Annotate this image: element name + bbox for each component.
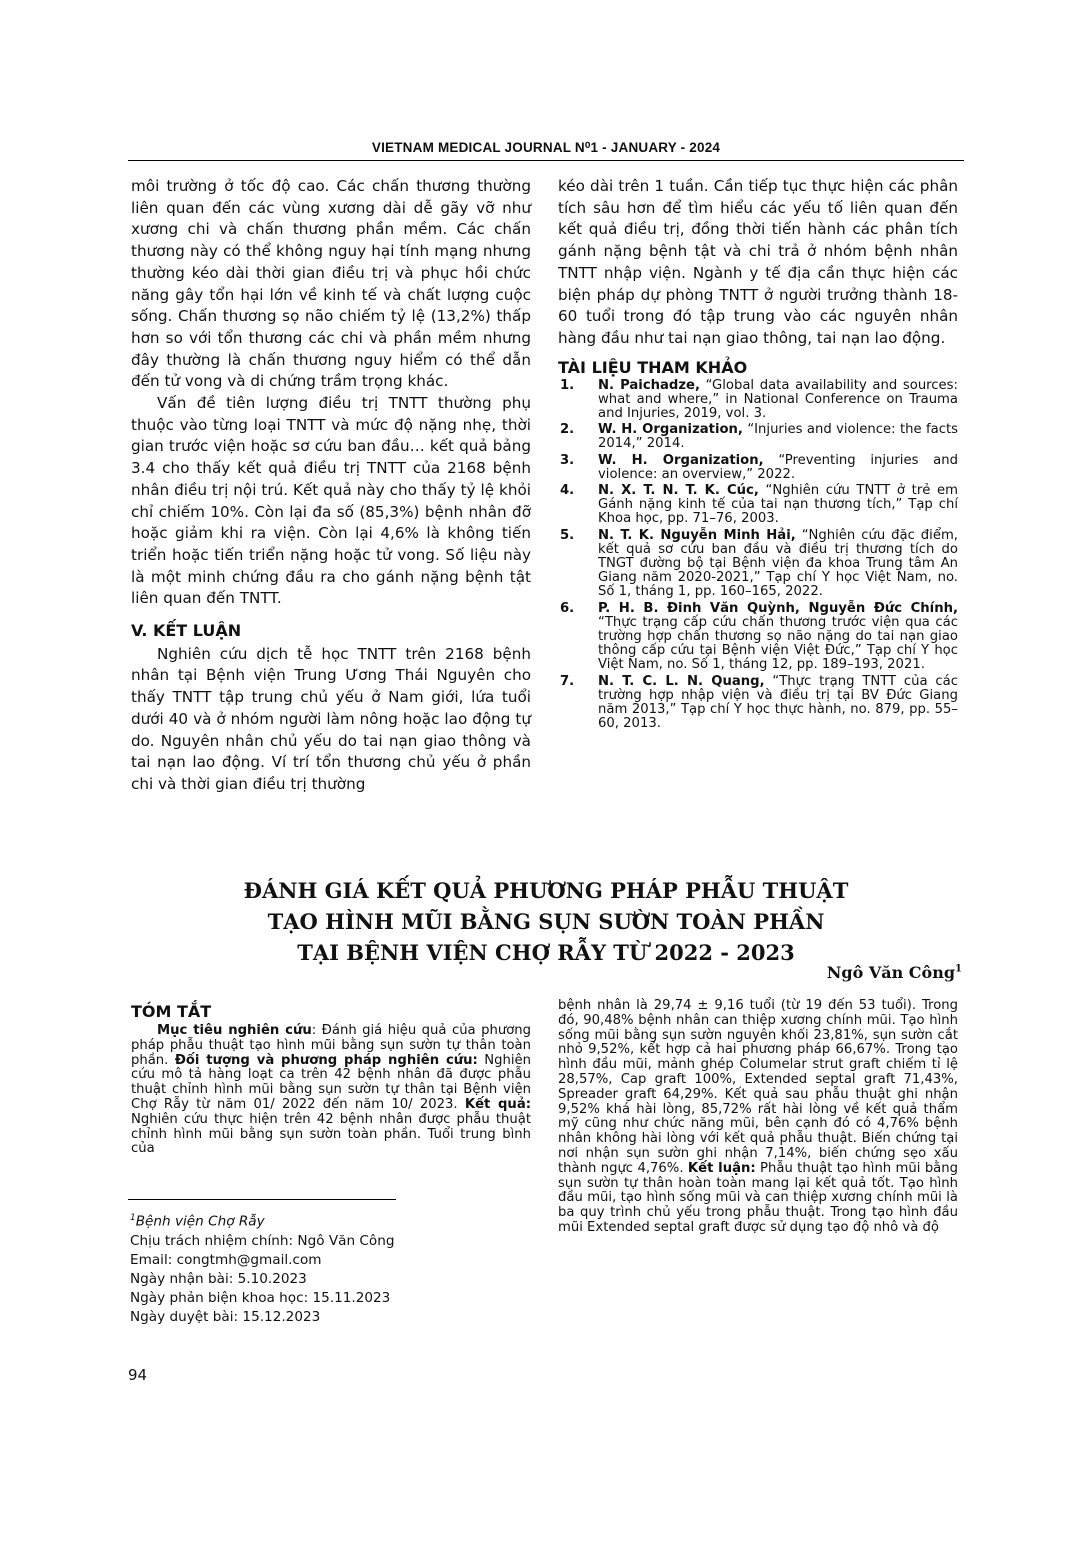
left-column bbox=[131, 176, 531, 796]
reference-item bbox=[558, 423, 958, 451]
reference-authors: W. H. Organization, bbox=[598, 422, 743, 438]
text-conclusion: Phẫu thuật tạo hình mũi bằng sụn sườn tự thân hoàn toàn mang lại kết quả tốt. Tạo hình đầu mũi, tạo hình sống mũi và can thiệp xương chính mũi là ba quy trình chủ yếu trong phẫu thuật. Trong tạo hình đầu mũi Extended septal graft được sử dụng tạo độ nhô và độ bbox=[558, 1160, 958, 1235]
reference-item bbox=[558, 675, 958, 732]
reference-item bbox=[558, 454, 958, 482]
label-methods: Đối tượng và phương pháp nghiên cứu: bbox=[174, 1052, 478, 1068]
reference-item bbox=[558, 484, 958, 527]
reference-number: 5. bbox=[560, 527, 575, 543]
review-date: Ngày phản biện khoa học: 15.11.2023 bbox=[130, 1289, 391, 1306]
reference-authors: W. H. Organization, bbox=[598, 452, 764, 468]
abstract-left bbox=[131, 1002, 531, 1157]
affiliation-mark: 1 bbox=[130, 1213, 136, 1223]
paragraph: Vấn đề tiên lượng điều trị TNTT thường phụ thuộc vào từng loại TNTT và mức độ nặng nhẹ, thời gian trước viện hoặc sơ cứu ban đầu… kết quả bảng 3.4 cho thấy kết quả điều trị TNTT của 2168 bệnh nhân điều trị nội trú. Kết quả này cho thấy tỷ lệ khỏi chỉ chiếm 10%. Còn lại đa số (85,3%) bệnh nhân đỡ hoặc giảm khi ra viện. Còn lại 4,6% là không tiến triển hoặc tiến triển nặng hoặc tử vong. Số liệu này là một minh chứng đầu ra cho gánh nặng bệnh tật liên quan đến TNTT. bbox=[131, 394, 531, 608]
text-results-continued: bệnh nhân là 29,74 ± 9,16 tuổi (từ 19 đến 53 tuổi). Trong đó, 90,48% bệnh nhân can thiệp xương chính mũi. Tạo hình sống mũi bằng sụn sườn nguyên khối 23,81%, sụn sườn cắt nhỏ 9,52%, kết hợp cả hai phương pháp 66,67%. Trong tạo hình đầu mũi, mảnh ghép Columelar strut graft chiếm tỉ lệ 28,57%, Cap graft 100%, Extended septal graft 71,43%, Spreader graft 64,29%. Kết quả sau phẫu thuật ghi nhận 9,52% khá hài lòng, 85,72% rất hài lòng về kết quả thẩm mỹ cũng như chức năng mũi, bên cạnh đó có 4,76% bệnh nhân không hài lòng với kết quả phẫu thuật. Biến chứng tại nơi nhận sụn sườn ghi nhận 7,14%, biến chứng sẹo xấu thành ngực 4,76%. bbox=[558, 998, 958, 1176]
reference-authors: N. T. K. Nguyễn Minh Hải, bbox=[598, 527, 796, 543]
abstract-heading: TÓM TẮT bbox=[131, 1002, 212, 1021]
reference-number: 4. bbox=[560, 483, 575, 499]
reference-text: “Thực trạng cấp cứu chấn thương trước viện qua các trường hợp chấn thương sọ não nặng do tai nạn giao thông cấp cứu tại Bệnh viện Việt Đức,” Tạp chí Y học Việt Nam, no. Số 1, tháng 12, pp. 189–193, 2021. bbox=[598, 614, 958, 673]
author-line bbox=[827, 963, 962, 982]
title-line: TẠO HÌNH MŨI BẰNG SỤN SƯỜN TOÀN PHẦN bbox=[267, 909, 825, 934]
text-results: Nghiên cứu thực hiện trên 42 bệnh nhân được phẫu thuật chỉnh hình mũi bằng sụn sườn toàn phần. Tuổi trung bình của bbox=[131, 1111, 531, 1157]
label-conclusion: Kết luận: bbox=[687, 1160, 756, 1176]
article-title bbox=[128, 875, 964, 968]
author-name: Ngô Văn Công bbox=[826, 963, 956, 982]
section-heading-conclusion: V. KẾT LUẬN bbox=[131, 621, 242, 641]
text-objective: : Đánh giá hiệu quả của phương pháp phẫu thuật tạo hình mũi bằng sụn sườn tự thân toàn phần. bbox=[131, 1023, 531, 1068]
reference-number: 6. bbox=[560, 600, 575, 616]
paragraph: Nghiên cứu dịch tễ học TNTT trên 2168 bệnh nhân tại Bệnh viện Trung Ương Thái Nguyên cho thấy TNTT tập trung chủ yếu ở Nam giới, lứa tuổi dưới 40 và ở nhóm người làm nông hoặc lao động tự do. Nguyên nhân chủ yếu do tai nạn giao thông và tai nạn lao động. Ví trí tổn thương chủ yếu ở phần chi và thời gian điều trị thường bbox=[131, 644, 531, 793]
reference-item bbox=[558, 529, 958, 600]
reference-authors: N. Paichadze, bbox=[598, 377, 700, 393]
reference-text: “Global data availability and sources: what and where,” in National Conference on Trauma and Injuries, 2019, vol. 3. bbox=[598, 377, 958, 422]
reference-item bbox=[558, 379, 958, 422]
footnote-rule bbox=[128, 1199, 396, 1200]
reference-list bbox=[558, 379, 958, 732]
reference-text: “Preventing injuries and violence: an overview,” 2022. bbox=[598, 452, 958, 482]
responsible-author: Chịu trách nhiệm chính: Ngô Văn Công bbox=[130, 1232, 395, 1249]
reference-text: “Thực trạng TNTT của các trường hợp nhập viện và điều trị tại BV Đức Giang năm 2013,” Tạp chí Y học thực hành, no. 879, pp. 55–60, 2013. bbox=[598, 673, 958, 732]
paragraph: kéo dài trên 1 tuần. Cần tiếp tục thực hiện các phân tích sâu hơn để tìm hiểu các yếu tố liên quan đến kết quả điều trị, đồng thời tiến hành các phân tích gánh nặng bệnh tật và chi trả ở nhóm bệnh nhân TNTT nhập viện. Ngành y tế địa cần thực hiện các biện pháp dự phòng TNTT ở người trưởng thành 18-60 tuổi trong đó tập trung vào các nguyên nhân hàng đầu như tai nạn giao thông, tai nạn lao động. bbox=[558, 177, 958, 347]
reference-number: 7. bbox=[560, 673, 575, 689]
reference-authors: N. T. C. L. N. Quang, bbox=[598, 673, 765, 689]
label-results: Kết quả: bbox=[464, 1096, 531, 1112]
received-date: Ngày nhận bài: 5.10.2023 bbox=[130, 1270, 307, 1287]
reference-authors: N. X. T. N. T. K. Cúc, bbox=[598, 483, 759, 499]
label-objective: Mục tiêu nghiên cứu bbox=[157, 1023, 312, 1038]
abstract-text bbox=[131, 1024, 531, 1157]
text-methods: Nghiên cứu mô tả hàng loạt ca trên 42 bệnh nhân đã được phẫu thuật chỉnh hình mũi bằng sụn sườn tự thân tại Bệnh viện Chợ Rẫy từ năm 01/ 2022 đến năm 10/ 2023. bbox=[131, 1052, 531, 1112]
reference-number: 2. bbox=[560, 422, 575, 438]
accepted-date: Ngày duyệt bài: 15.12.2023 bbox=[130, 1308, 321, 1325]
paragraph: môi trường ở tốc độ cao. Các chấn thương thường liên quan đến các vùng xương dài dễ gãy vỡ như xương chi và chấn thương phần mềm. Các chấn thương này có thể không nguy hại tính mạng nhưng thường kéo dài thời gian điều trị và phục hồi chức năng gây tổn hại lớn về kinh tế và chất lượng cuộc sống. Chấn thương sọ não chiếm tỷ lệ (13,2%) thấp hơn so với tổn thương các chi và phần mềm nhưng đây thường là chấn thương nguy hiểm có thể dẫn đến tử vong và di chứng trầm trọng khác. bbox=[131, 177, 531, 391]
reference-item bbox=[558, 602, 958, 673]
reference-text: “Nghiên cứu đặc điểm, kết quả sơ cứu ban đầu và điều trị thương tích do TNGT đường bộ tại Bệnh viện đa khoa Trung tâm An Giang năm 2020-2021,” Tạp chí Y học Việt Nam, no. Số 1, tháng 1, pp. 160–165, 2022. bbox=[598, 527, 958, 600]
title-line: ĐÁNH GIÁ KẾT QUẢ PHƯƠNG PHÁP PHẪU THUẬT bbox=[243, 878, 849, 903]
right-column bbox=[558, 176, 958, 734]
title-line: TẠI BỆNH VIỆN CHỢ RẪY TỪ 2022 - 2023 bbox=[297, 940, 795, 965]
affiliation-text: Bệnh viện Chợ Rẫy bbox=[135, 1213, 265, 1230]
references-heading: TÀI LIỆU THAM KHẢO bbox=[558, 357, 748, 377]
footnote bbox=[130, 1209, 394, 1327]
reference-number: 3. bbox=[560, 452, 575, 468]
reference-authors: P. H. B. Đinh Văn Quỳnh, Nguyễn Đức Chính, bbox=[598, 600, 958, 616]
reference-text: “Nghiên cứu TNTT ở trẻ em Gánh nặng kinh tế của tai nạn thương tích,” Tạp chí Khoa học, pp. 71–76, 2003. bbox=[598, 483, 958, 527]
author-affiliation-mark: 1 bbox=[955, 963, 962, 975]
reference-number: 1. bbox=[560, 377, 575, 393]
page-number: 94 bbox=[128, 1366, 148, 1384]
reference-text: “Injuries and violence: the facts 2014,” 2014. bbox=[598, 422, 959, 452]
journal-header: VIETNAM MEDICAL JOURNAL N⁰1 - JANUARY - 2024 bbox=[371, 140, 721, 155]
abstract-right bbox=[558, 999, 958, 1236]
email: Email: congtmh@gmail.com bbox=[130, 1251, 322, 1268]
affiliation bbox=[130, 1209, 394, 1232]
header-rule bbox=[128, 160, 964, 161]
